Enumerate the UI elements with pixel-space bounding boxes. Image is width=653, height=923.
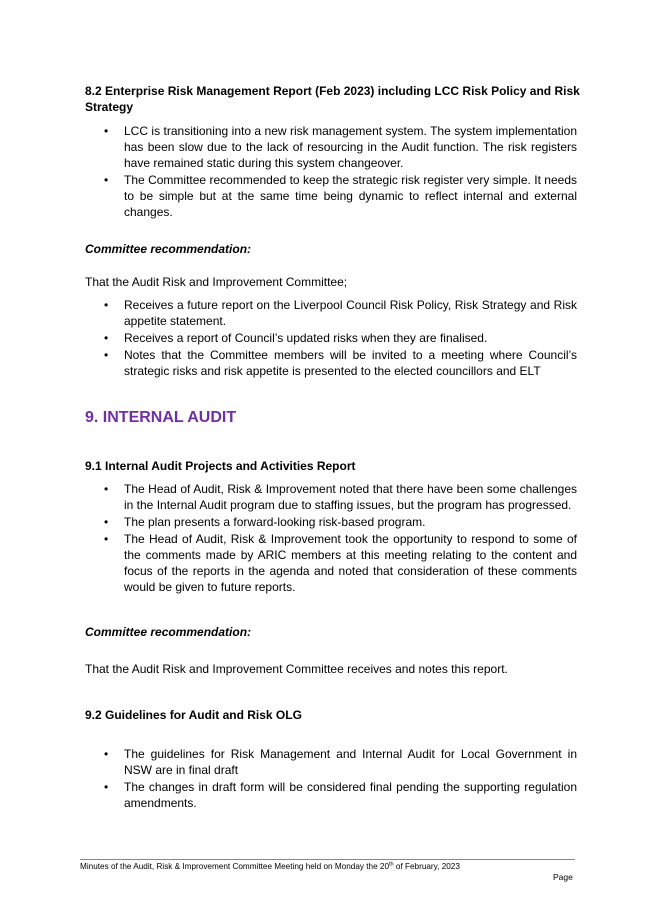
section-8-2-bullet-list — [85, 123, 577, 221]
list-item: • Receives a future report on the Liverpool Council Risk Policy, Risk Strategy and Risk appetite statement. — [85, 297, 577, 329]
section-8-2-recommendation-intro: That the Audit Risk and Improvement Committee; — [85, 275, 348, 289]
section-9-2-heading: 9.2 Guidelines for Audit and Risk OLG — [85, 708, 302, 722]
section-9-1-recommendation-text: That the Audit Risk and Improvement Committee receives and notes this report. — [85, 662, 508, 676]
list-item: • Receives a report of Council’s updated risks when they are finalised. — [85, 330, 577, 346]
section-9-2-bullet-list — [85, 746, 577, 812]
section-9-1-heading: 9.1 Internal Audit Projects and Activities Report — [85, 459, 356, 473]
section-8-2-recommendation-list — [85, 297, 577, 380]
section-8-2-heading: 8.2 Enterprise Risk Management Report (Feb 2023) including LCC Risk Policy and Risk Strategy — [85, 84, 580, 114]
list-item: • The changes in draft form will be considered final pending the supporting regulation amendments. — [85, 779, 577, 811]
footer-text-main: Minutes of the Audit, Risk & Improvement Committee Meeting held on Monday the 20 — [80, 862, 390, 871]
list-item: • The Committee recommended to keep the strategic risk register very simple. It needs to be simple but at the same time being dynamic to reflect internal and external changes. — [85, 172, 577, 220]
section-9-1-bullet-list — [85, 481, 577, 596]
footer-superscript: th — [389, 861, 394, 868]
section-9-heading: 9. INTERNAL AUDIT — [85, 409, 237, 426]
list-item: • The Head of Audit, Risk & Improvement noted that there have been some challenges in the Internal Audit program due to staffing issues, but the program has progressed. — [85, 481, 577, 513]
footer-page-label: Page — [553, 872, 573, 882]
list-item: • The guidelines for Risk Management and Internal Audit for Local Government in NSW are in final draft — [85, 746, 577, 778]
section-9-1-recommendation-label: Committee recommendation: — [85, 625, 252, 639]
list-item: • The plan presents a forward-looking risk-based program. — [85, 514, 577, 530]
footer-text — [80, 862, 460, 872]
list-item: • Notes that the Committee members will be invited to a meeting where Council’s strategic risks and risk appetite is presented to the elected councillors and ELT — [85, 347, 577, 379]
footer-text-end: of February, 2023 — [393, 862, 460, 871]
footer-divider — [80, 859, 575, 860]
list-item: • The Head of Audit, Risk & Improvement took the opportunity to respond to some of the comments made by ARIC members at this meeting relating to the content and focus of the reports in the agenda and noted that consideration of these comments would be given to future reports. — [85, 531, 577, 595]
list-item: • LCC is transitioning into a new risk management system. The system implementation has been slow due to the lack of resourcing in the Audit function. The risk registers have remained static during this system changeover. — [85, 123, 577, 171]
section-8-2-recommendation-label: Committee recommendation: — [85, 242, 252, 256]
